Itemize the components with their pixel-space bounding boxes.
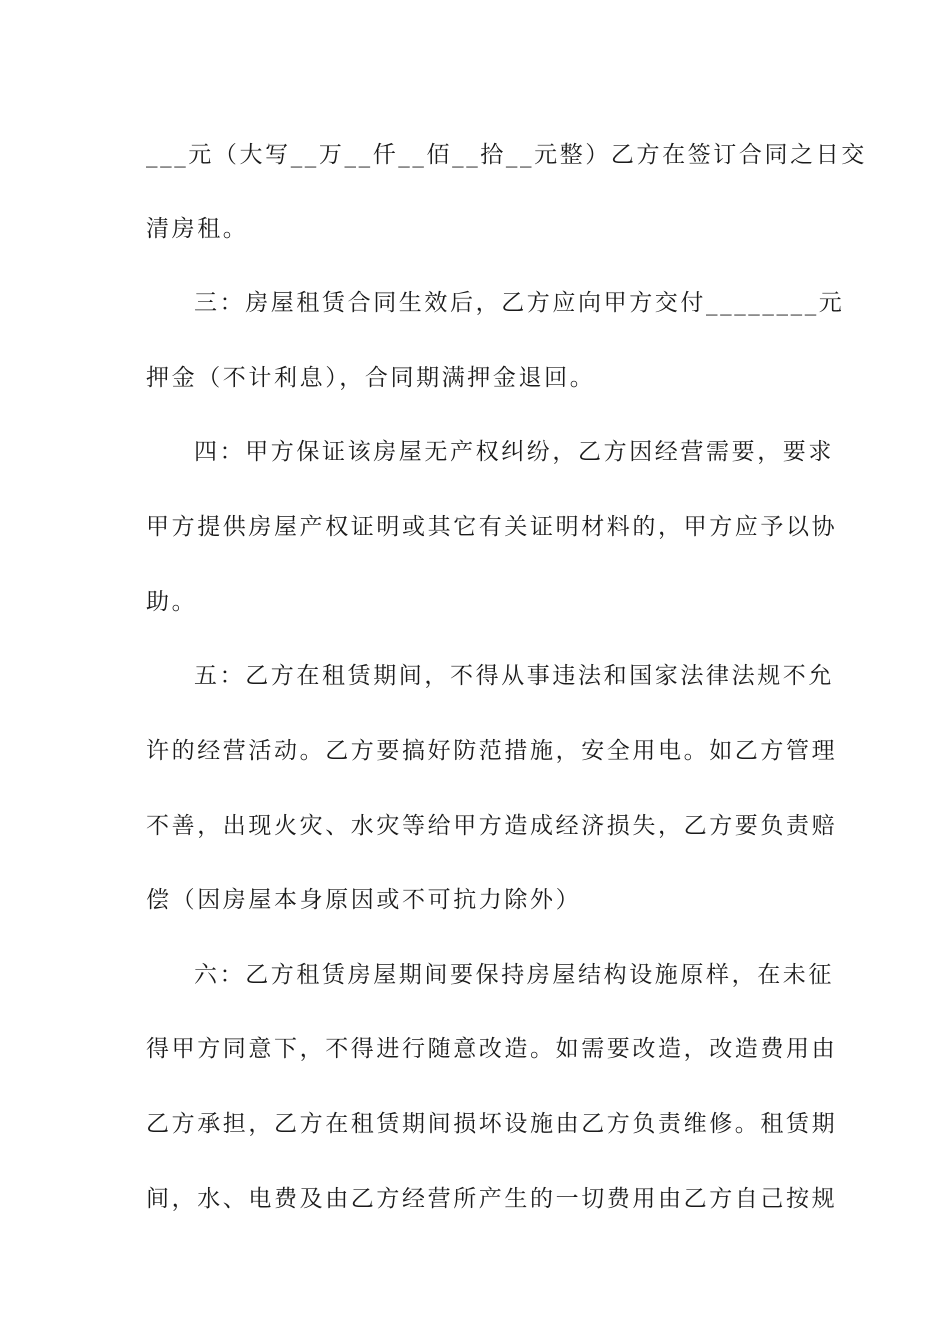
clause-six-line: 六：乙方租赁房屋期间要保持房屋结构设施原样，在未征 [194,962,834,988]
clause-five-line: 五：乙方在租赁期间，不得从事违法和国家法律法规不允 [194,663,834,689]
paragraph-line: 间，水、电费及由乙方经营所产生的一切费用由乙方自己按规 [146,1186,838,1212]
clause-four-line: 四：甲方保证该房屋无产权纠纷，乙方因经营需要，要求 [194,439,834,465]
paragraph-line: 得甲方同意下，不得进行随意改造。如需要改造，改造费用由 [146,1036,838,1062]
paragraph-line: 乙方承担，乙方在租赁期间损坏设施由乙方负责维修。租赁期 [146,1111,838,1137]
paragraph-line: 甲方提供房屋产权证明或其它有关证明材料的，甲方应予以协 [146,514,838,540]
paragraph-line: 押金（不计利息），合同期满押金退回。 [146,365,596,391]
paragraph-line: 偿（因房屋本身原因或不可抗力除外） [146,887,582,913]
clause-three-line: 三：房屋租赁合同生效后，乙方应向甲方交付________元 [194,290,845,316]
paragraph-line: ___元（大写__万__仟__佰__拾__元整）乙方在签订合同之日交 [146,142,867,168]
paragraph-line: 不善，出现火灾、水灾等给甲方造成经济损失，乙方要负责赔 [146,813,838,839]
paragraph-line: 清房租。 [146,216,249,242]
paragraph-line: 助。 [146,589,198,615]
paragraph-line: 许的经营活动。乙方要搞好防范措施，安全用电。如乙方管理 [146,738,838,764]
